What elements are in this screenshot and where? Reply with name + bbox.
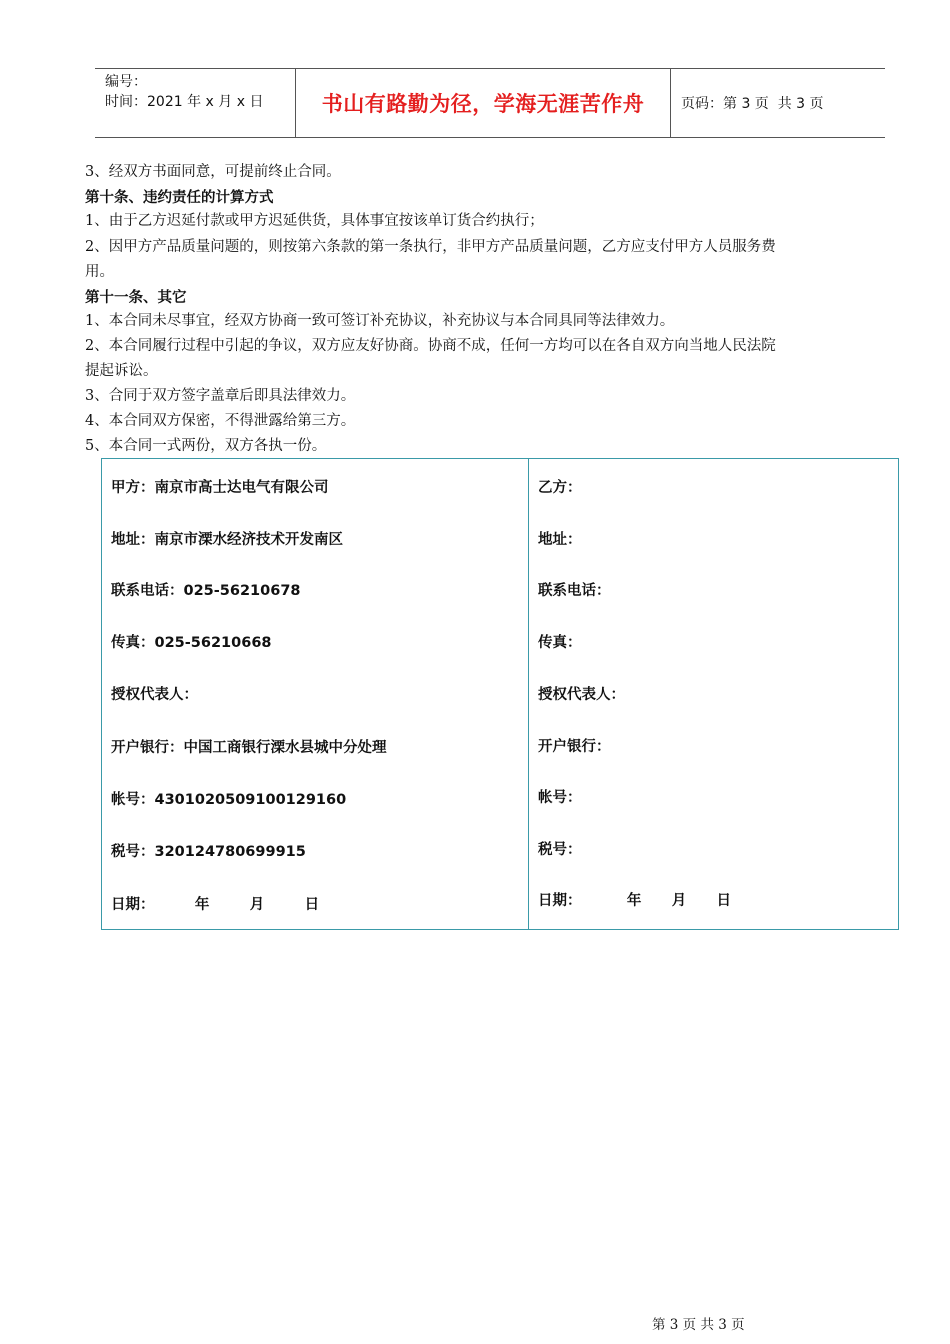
section-heading: 第十条、违约责任的计算方式 [85, 190, 274, 206]
clause-line: 3、经双方书面同意，可提前终止合同。 [85, 164, 341, 180]
party-b-address: 地址： [538, 532, 582, 548]
time-label: 时间：2021 年 x 月 x 日 [105, 94, 264, 110]
party-a-address: 地址：南京市溧水经济技术开发南区 [111, 532, 343, 548]
page-info-cell [671, 69, 885, 137]
header-meta [95, 69, 296, 137]
party-a-account: 帐号：4301020509100129160 [111, 792, 347, 808]
party-a-name: 甲方：南京市高士达电气有限公司 [111, 480, 329, 496]
party-b-column [529, 459, 898, 929]
party-b-tax-number: 税号： [538, 842, 582, 858]
clause-line: 1、本合同未尽事宜，经双方协商一致可签订补充协议，补充协议与本合同具同等法律效力。 [85, 313, 675, 329]
clause-line: 3、合同于双方签字盖章后即具法律效力。 [85, 388, 356, 404]
party-b-fax: 传真： [538, 635, 582, 651]
clause-line: 2、本合同履行过程中引起的争议，双方应友好协商。协商不成，任何一方均可以在各自双方向当地人民法院 [85, 338, 776, 354]
party-a-representative: 授权代表人： [111, 687, 198, 703]
page-footer: 第 3 页 共 3 页 [652, 1317, 745, 1333]
party-b-account: 帐号： [538, 790, 582, 806]
clause-line: 5、本合同一式两份，双方各执一份。 [85, 438, 327, 454]
party-b-date: 日期： 年 月 日 [538, 893, 732, 909]
party-a-fax: 传真：025-56210668 [111, 635, 272, 651]
party-a-column [102, 459, 529, 929]
clause-line: 2、因甲方产品质量问题的，则按第六条款的第一条执行，非甲方产品质量问题，乙方应支付甲方人员服务费 [85, 239, 776, 255]
party-a-date: 日期： 年 月 日 [111, 897, 320, 913]
party-b-name: 乙方： [538, 480, 582, 496]
party-b-representative: 授权代表人： [538, 687, 625, 703]
section-heading: 第十一条、其它 [85, 290, 187, 306]
clause-line: 提起诉讼。 [85, 363, 158, 379]
party-a-bank: 开户银行：中国工商银行溧水县城中分处理 [111, 740, 387, 756]
party-b-bank: 开户银行： [538, 739, 611, 755]
clause-line: 1、由于乙方迟延付款或甲方迟延供货，具体事宜按该单订货合约执行； [85, 213, 544, 229]
number-label: 编号： [105, 74, 147, 90]
page-info: 页码：第 3 页 共 3 页 [681, 96, 824, 112]
clause-line: 用。 [85, 264, 114, 280]
party-a-phone: 联系电话：025-56210678 [111, 583, 301, 599]
motto: 书山有路勤为径，学海无涯苦作舟 [296, 69, 671, 137]
party-signature-table [101, 458, 899, 930]
party-b-phone: 联系电话： [538, 583, 611, 599]
party-a-tax-number: 税号：320124780699915 [111, 844, 306, 860]
document-header [95, 68, 885, 138]
clause-line: 4、本合同双方保密，不得泄露给第三方。 [85, 413, 356, 429]
